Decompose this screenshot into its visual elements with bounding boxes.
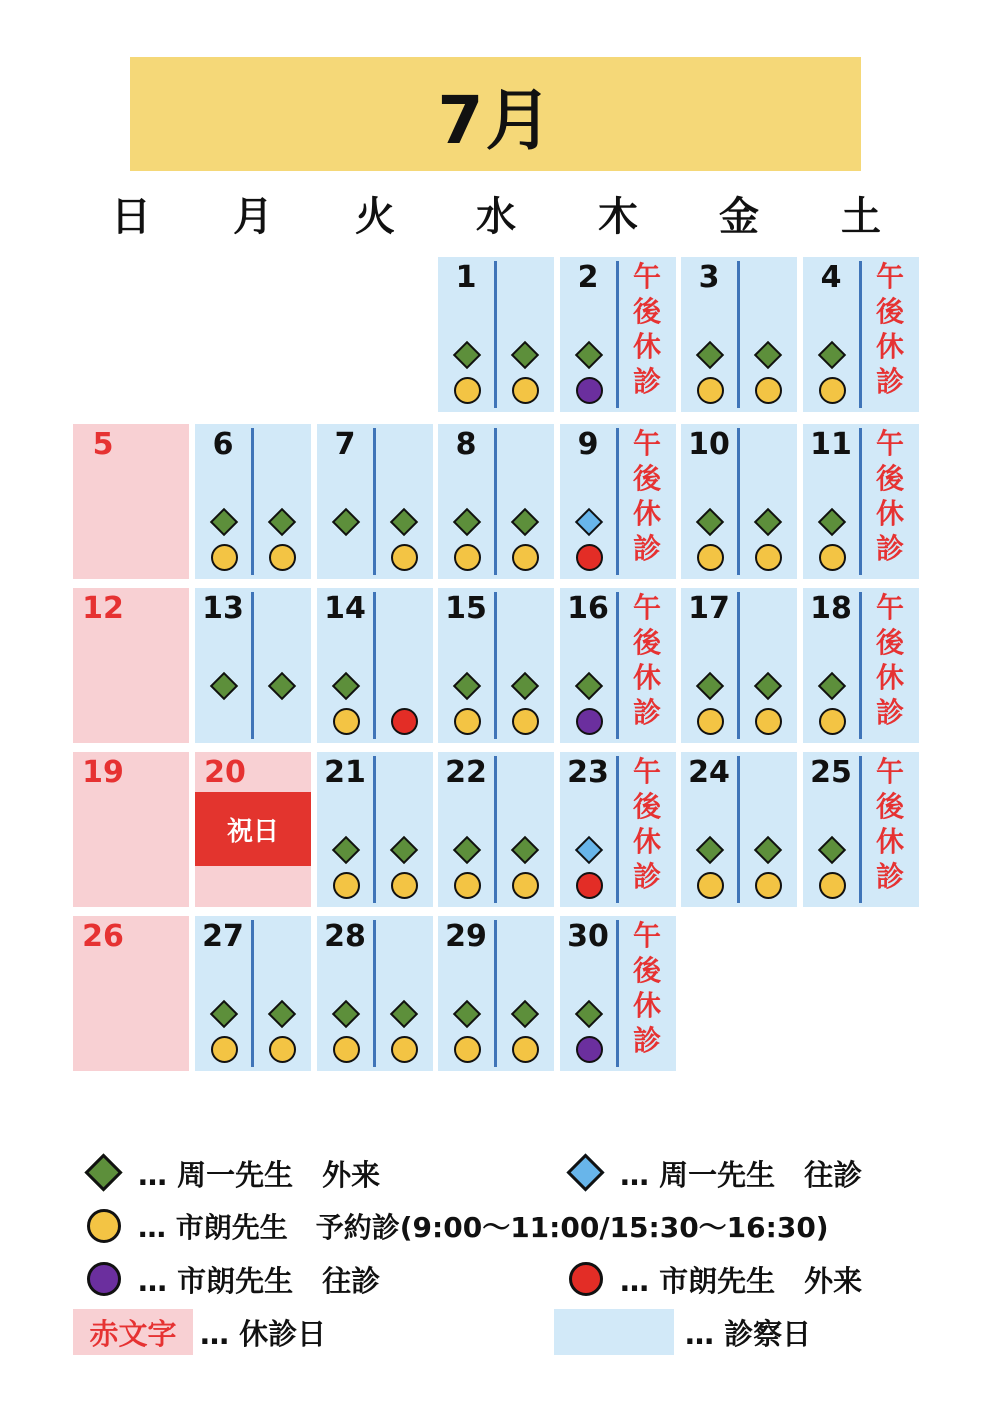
day-number: 15 [445, 591, 487, 626]
weekday-2: 火 [355, 194, 395, 240]
green-diamond-icon [453, 1000, 481, 1028]
day-number: 5 [92, 427, 114, 462]
day-cell [803, 257, 919, 412]
day-number: 14 [324, 591, 366, 626]
blue-diamond-icon [575, 508, 603, 536]
day-number: 22 [445, 755, 487, 790]
day-cell [317, 916, 433, 1071]
day-number: 7 [334, 427, 356, 462]
day-number: 24 [688, 755, 730, 790]
yellow-circle-icon [454, 1036, 481, 1063]
green-diamond-icon [511, 341, 539, 369]
holiday-badge: 祝日 [195, 792, 311, 866]
day-cell [73, 752, 189, 907]
day-cell [560, 588, 676, 743]
am-pm-divider [373, 756, 376, 903]
weekday-0: 日 [111, 194, 151, 240]
day-number: 19 [82, 755, 124, 790]
am-pm-divider [494, 428, 497, 575]
am-pm-divider [373, 920, 376, 1067]
legend-blue-label: … 周一先生 往診 [620, 1157, 863, 1192]
yellow-circle-icon [697, 708, 724, 735]
day-number: 21 [324, 755, 366, 790]
legend-closed-label: … 休診日 [200, 1316, 327, 1351]
month-title: 7月 [437, 81, 554, 159]
day-cell [438, 916, 554, 1071]
yellow-circle-icon [819, 708, 846, 735]
green-diamond-icon [754, 341, 782, 369]
green-diamond-icon [696, 836, 724, 864]
yellow-circle-icon [211, 544, 238, 571]
day-number: 6 [212, 427, 234, 462]
day-number: 4 [820, 260, 842, 295]
purple-circle-icon [576, 1036, 603, 1063]
green-diamond-icon [511, 508, 539, 536]
yellow-circle-icon [269, 1036, 296, 1063]
day-number: 8 [455, 427, 477, 462]
day-number: 16 [567, 591, 609, 626]
day-cell [438, 588, 554, 743]
green-diamond-icon [754, 672, 782, 700]
yellow-circle-icon [755, 377, 782, 404]
legend-blue-diamond [566, 1153, 862, 1193]
green-diamond-icon [210, 1000, 238, 1028]
day-cell [317, 424, 433, 579]
green-diamond-icon [453, 836, 481, 864]
day-cell [803, 588, 919, 743]
afternoon-closed-note: 午 後 休 診 [632, 755, 661, 893]
am-pm-divider [737, 261, 740, 408]
day-cell [438, 752, 554, 907]
day-cell [560, 916, 676, 1071]
yellow-circle-icon [512, 1036, 539, 1063]
yellow-circle-icon [819, 872, 846, 899]
day-number: 23 [567, 755, 609, 790]
green-diamond-icon [453, 672, 481, 700]
day-cell [195, 916, 311, 1071]
yellow-circle-icon [755, 544, 782, 571]
legend-purple-circle [84, 1259, 380, 1299]
day-cell [73, 916, 189, 1071]
afternoon-closed-note: 午 後 休 診 [632, 260, 661, 398]
day-cell [681, 424, 797, 579]
day-number: 9 [577, 427, 599, 462]
yellow-circle-icon [697, 872, 724, 899]
legend-working-label: … 診察日 [685, 1316, 812, 1351]
yellow-circle-icon [454, 872, 481, 899]
yellow-circle-icon [697, 377, 724, 404]
day-cell [803, 752, 919, 907]
afternoon-closed-note: 午 後 休 診 [875, 260, 904, 398]
yellow-circle-icon [819, 377, 846, 404]
green-diamond-icon [511, 836, 539, 864]
day-cell [560, 424, 676, 579]
afternoon-closed-note: 午 後 休 診 [875, 755, 904, 893]
yellow-circle-icon [755, 708, 782, 735]
am-pm-divider [494, 756, 497, 903]
day-number: 18 [810, 591, 852, 626]
yellow-circle-icon [697, 544, 724, 571]
green-diamond-icon [453, 508, 481, 536]
yellow-circle-icon [512, 872, 539, 899]
green-diamond-icon [268, 1000, 296, 1028]
day-number: 2 [577, 260, 599, 295]
day-cell [803, 424, 919, 579]
green-diamond-icon [511, 672, 539, 700]
green-diamond-icon [210, 508, 238, 536]
yellow-circle-icon [512, 708, 539, 735]
am-pm-divider [737, 428, 740, 575]
yellow-circle-icon [755, 872, 782, 899]
day-cell [681, 752, 797, 907]
am-pm-divider [251, 592, 254, 739]
yellow-circle-icon [333, 708, 360, 735]
legend-red-label: … 市朗先生 外来 [620, 1263, 863, 1298]
am-pm-divider [737, 592, 740, 739]
red-circle-icon [576, 544, 603, 571]
green-diamond-icon [268, 508, 296, 536]
am-pm-divider [494, 592, 497, 739]
afternoon-closed-note: 午 後 休 診 [875, 427, 904, 565]
day-number: 11 [810, 427, 852, 462]
red-circle-icon [391, 708, 418, 735]
yellow-circle-icon [512, 377, 539, 404]
green-diamond-icon [818, 341, 846, 369]
yellow-circle-icon [391, 872, 418, 899]
am-pm-divider [373, 592, 376, 739]
day-cell [560, 257, 676, 412]
green-diamond-icon [754, 836, 782, 864]
am-pm-divider [737, 756, 740, 903]
weekday-6: 土 [841, 194, 881, 240]
legend-yellow-label: … 市朗先生 予約診(9:00～11:00/15:30～16:30) [138, 1211, 829, 1244]
day-number: 25 [810, 755, 852, 790]
green-diamond-icon [390, 836, 418, 864]
yellow-circle-icon [512, 544, 539, 571]
yellow-circle-icon [454, 544, 481, 571]
weekday-3: 水 [476, 194, 516, 240]
day-number: 20 [204, 755, 246, 790]
month-title-banner [130, 57, 861, 171]
afternoon-closed-note: 午 後 休 診 [875, 591, 904, 729]
am-pm-divider [494, 920, 497, 1067]
purple-circle-icon [576, 708, 603, 735]
green-diamond-icon [575, 341, 603, 369]
legend-green-label: … 周一先生 外来 [138, 1157, 381, 1192]
red-circle-icon [566, 1259, 606, 1299]
red-circle-icon [576, 872, 603, 899]
day-cell [317, 588, 433, 743]
purple-circle-icon [84, 1259, 124, 1299]
yellow-circle-icon [269, 544, 296, 571]
afternoon-closed-note: 午 後 休 診 [632, 591, 661, 729]
green-diamond-icon [818, 508, 846, 536]
day-number: 28 [324, 919, 366, 954]
day-number: 3 [698, 260, 720, 295]
legend-purple-label: … 市朗先生 往診 [138, 1263, 381, 1298]
green-diamond-icon [332, 1000, 360, 1028]
green-diamond-icon [390, 508, 418, 536]
green-diamond-icon [390, 1000, 418, 1028]
yellow-circle-icon [333, 872, 360, 899]
green-diamond-icon [332, 672, 360, 700]
yellow-circle-icon [454, 377, 481, 404]
blue-diamond-icon [575, 836, 603, 864]
green-diamond-icon [332, 508, 360, 536]
yellow-circle-icon [84, 1206, 124, 1246]
day-number: 17 [688, 591, 730, 626]
green-diamond-icon [696, 341, 724, 369]
green-diamond-icon [818, 672, 846, 700]
yellow-circle-icon [454, 708, 481, 735]
day-cell [438, 257, 554, 412]
working-day-swatch [554, 1309, 674, 1355]
day-cell [195, 588, 311, 743]
green-diamond-icon [332, 836, 360, 864]
day-number: 26 [82, 919, 124, 954]
day-number: 1 [455, 260, 477, 295]
green-diamond-icon [210, 672, 238, 700]
day-number: 29 [445, 919, 487, 954]
legend-green-diamond [84, 1153, 380, 1193]
day-number: 30 [567, 919, 609, 954]
weekday-4: 木 [598, 194, 638, 240]
day-cell [560, 752, 676, 907]
afternoon-closed-note: 午 後 休 診 [632, 919, 661, 1057]
day-cell [317, 752, 433, 907]
green-diamond-icon [268, 672, 296, 700]
afternoon-closed-note: 午 後 休 診 [632, 427, 661, 565]
day-cell [195, 424, 311, 579]
legend-working [685, 1312, 811, 1352]
day-cell [438, 424, 554, 579]
legend-red-circle [566, 1259, 862, 1299]
closed-day-swatch: 赤文字 [73, 1309, 193, 1355]
yellow-circle-icon [333, 1036, 360, 1063]
day-number: 27 [202, 919, 244, 954]
blue-diamond-icon [566, 1153, 606, 1193]
am-pm-divider [494, 261, 497, 408]
day-cell [73, 588, 189, 743]
am-pm-divider [251, 920, 254, 1067]
yellow-circle-icon [391, 1036, 418, 1063]
green-diamond-icon [575, 672, 603, 700]
day-cell [681, 257, 797, 412]
legend-closed [200, 1312, 326, 1352]
green-diamond-icon [818, 836, 846, 864]
yellow-circle-icon [819, 544, 846, 571]
purple-circle-icon [576, 377, 603, 404]
day-number: 10 [688, 427, 730, 462]
yellow-circle-icon [211, 1036, 238, 1063]
day-cell [73, 424, 189, 579]
day-cell [195, 752, 311, 907]
green-diamond-icon [754, 508, 782, 536]
day-cell [681, 588, 797, 743]
green-diamond-icon [84, 1153, 124, 1193]
am-pm-divider [373, 428, 376, 575]
green-diamond-icon [696, 508, 724, 536]
green-diamond-icon [575, 1000, 603, 1028]
am-pm-divider [251, 428, 254, 575]
weekday-5: 金 [719, 194, 759, 240]
day-number: 13 [202, 591, 244, 626]
legend-yellow-circle [84, 1206, 829, 1246]
green-diamond-icon [696, 672, 724, 700]
yellow-circle-icon [391, 544, 418, 571]
green-diamond-icon [511, 1000, 539, 1028]
green-diamond-icon [453, 341, 481, 369]
day-number: 12 [82, 591, 124, 626]
weekday-1: 月 [233, 194, 273, 240]
